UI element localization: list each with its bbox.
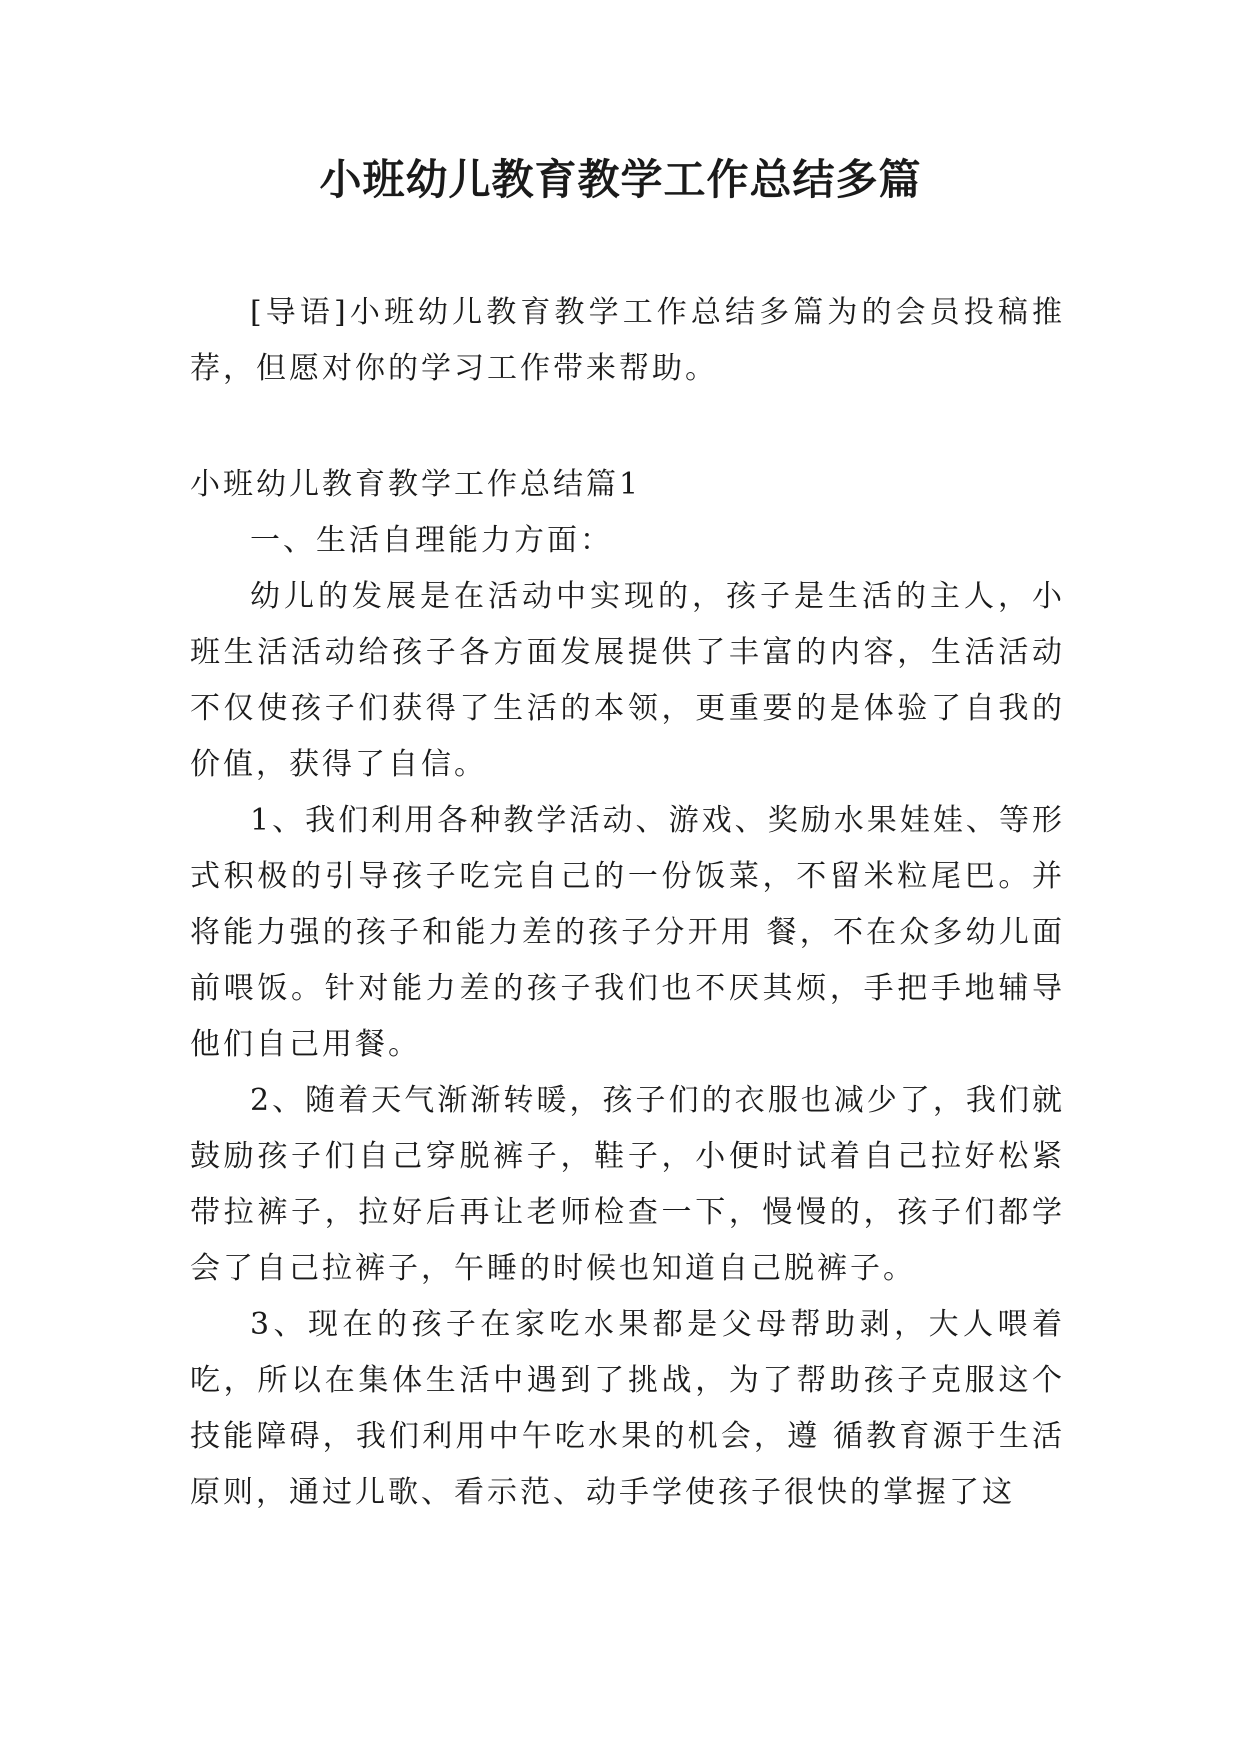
subheading: 一、生活自理能力方面：: [250, 523, 613, 558]
body-paragraph: 2、随着天气渐渐转暖，孩子们的衣服也减少了，我们就鼓励孩子们自己穿脱裤子，鞋子，小便时试着自己拉好松紧带拉裤子，拉好后再让老师检查一下，慢慢的，孩子们都学会了自己拉裤子，午睡的时候也知道自己脱裤子。: [190, 1083, 1065, 1286]
section-heading: 小班幼儿教育教学工作总结篇1: [190, 467, 642, 502]
body-paragraph: 1、我们利用各种教学活动、游戏、奖励水果娃娃、等形式积极的引导孩子吃完自己的一份饭菜，不留米粒尾巴。并将能力强的孩子和能力差的孩子分开用 餐，不在众多幼儿面前喂饭。针对能力差的孩子我们也不厌其烦，手把手地辅导他们自己用餐。: [190, 803, 1065, 1062]
body-paragraph: 幼儿的发展是在活动中实现的，孩子是生活的主人，小班生活活动给孩子各方面发展提供了丰富的内容，生活活动不仅使孩子们获得了生活的本领，更重要的是体验了自我的价值，获得了自信。: [190, 579, 1065, 782]
body-paragraph: 3、现在的孩子在家吃水果都是父母帮助剥，大人喂着吃，所以在集体生活中遇到了挑战，为了帮助孩子克服这个技能障碍，我们利用中午吃水果的机会，遵 循教育源于生活原则，通过儿歌、看示范、动手学使孩子很快的掌握了这: [190, 1307, 1065, 1510]
document-body: [190, 285, 1065, 1521]
intro-paragraph: [导语]小班幼儿教育教学工作总结多篇为的会员投稿推荐，但愿对你的学习工作带来帮助。: [190, 295, 1065, 386]
document-title: 小班幼儿教育教学工作总结多篇: [319, 155, 922, 204]
